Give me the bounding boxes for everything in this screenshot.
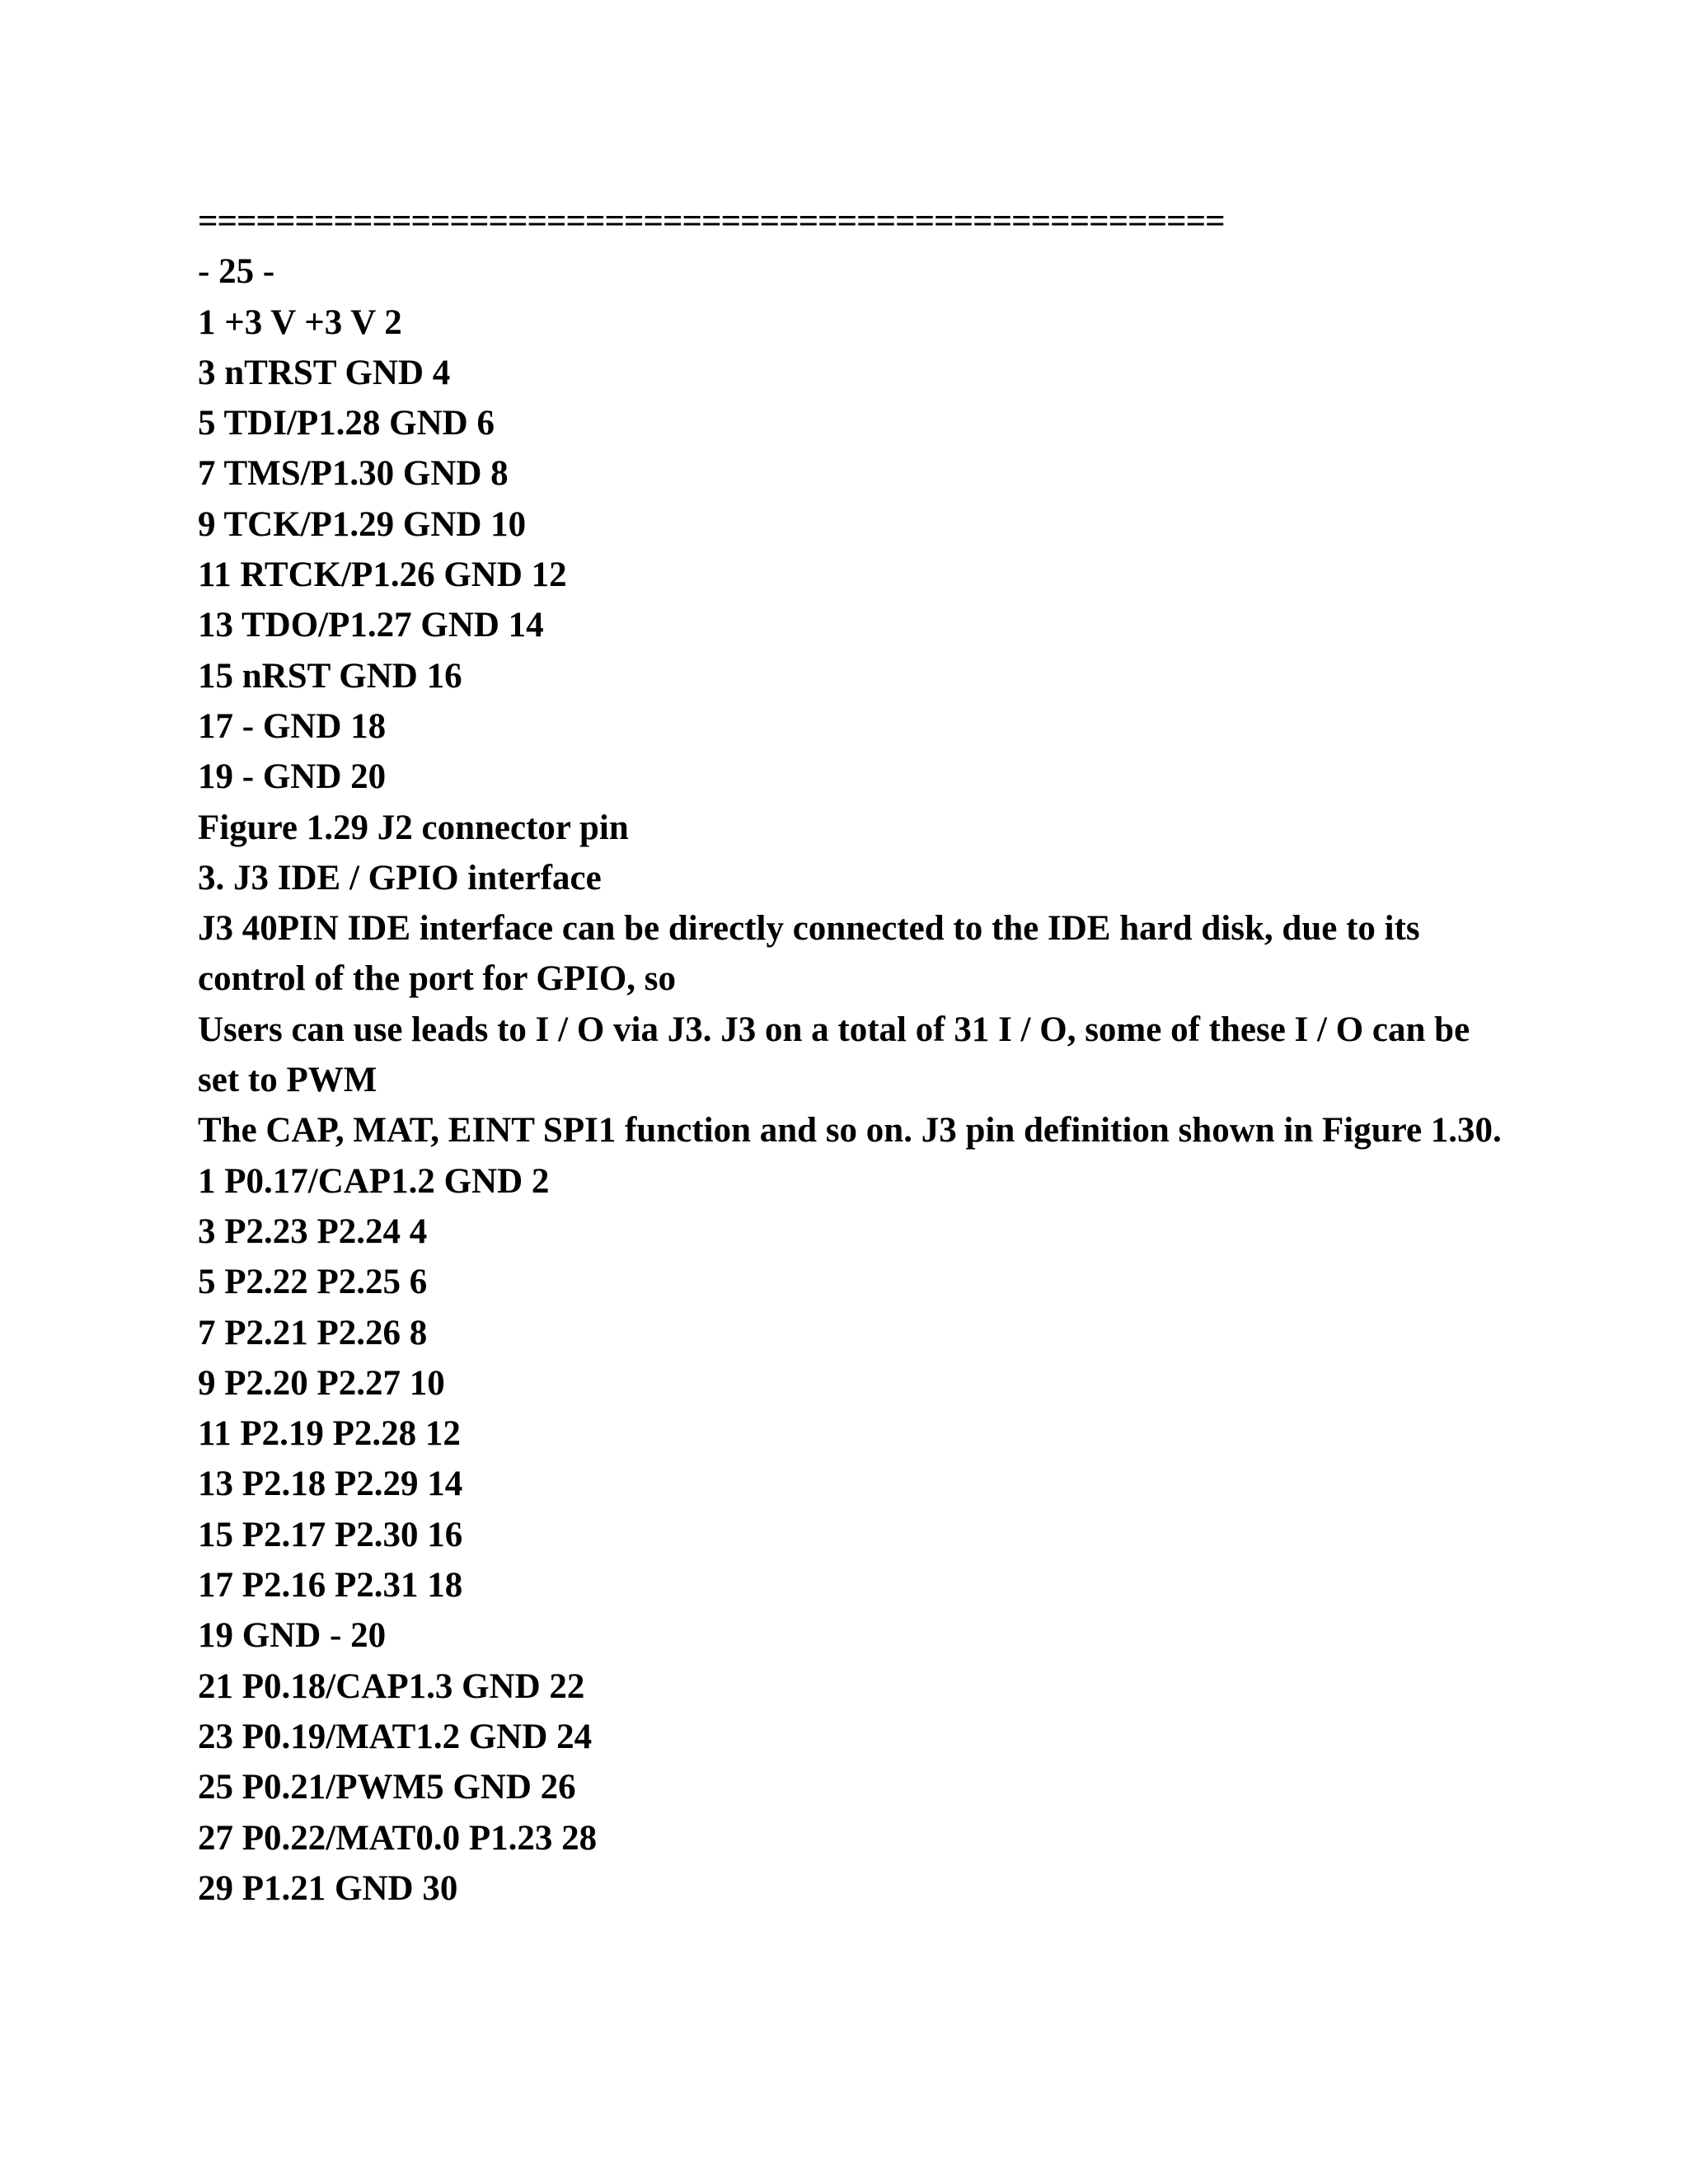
j3-pin-row: 3 P2.23 P2.24 4 [198, 1212, 428, 1251]
j3-pin-row: 19 GND - 20 [198, 1616, 387, 1656]
j3-pin-row: 21 P0.18/CAP1.3 GND 22 [198, 1666, 585, 1706]
j2-pin-row: 13 TDO/P1.27 GND 14 [198, 606, 544, 645]
paragraph: J3 40PIN IDE interface can be directly connected to the IDE hard disk, due to its control of the port for GPIO, so [198, 909, 1420, 999]
j2-pin-row: 9 TCK/P1.29 GND 10 [198, 504, 527, 544]
j3-pin-row: 7 P2.21 P2.26 8 [198, 1313, 428, 1352]
j2-pin-row: 11 RTCK/P1.26 GND 12 [198, 555, 567, 595]
j3-pin-row: 27 P0.22/MAT0.0 P1.23 28 [198, 1818, 598, 1858]
j2-pin-list [198, 298, 1550, 803]
j2-pin-row: 1 +3 V +3 V 2 [198, 302, 402, 342]
j3-pin-row: 29 P1.21 GND 30 [198, 1868, 458, 1908]
j3-pin-row: 5 P2.22 P2.25 6 [198, 1263, 428, 1302]
j3-pin-list [198, 1156, 1550, 1914]
document-page [198, 196, 1550, 1914]
separator-rule: ===================================================== [198, 202, 1225, 241]
j3-pin-row: 17 P2.16 P2.31 18 [198, 1566, 463, 1605]
j2-pin-row: 17 - GND 18 [198, 706, 387, 746]
j2-pin-row: 19 - GND 20 [198, 757, 387, 797]
body-text [198, 903, 1550, 1155]
j3-pin-row: 25 P0.21/PWM5 GND 26 [198, 1768, 576, 1807]
j3-pin-row: 1 P0.17/CAP1.2 GND 2 [198, 1161, 550, 1201]
page-number: - 25 - [198, 252, 275, 292]
paragraph: Users can use leads to I / O via J3. J3 on a total of 31 I / O, some of these I / O can be set to PWM [198, 1010, 1470, 1100]
j3-pin-row: 11 P2.19 P2.28 12 [198, 1414, 461, 1454]
figure-caption: Figure 1.29 J2 connector pin [198, 808, 629, 847]
j2-pin-row: 3 nTRST GND 4 [198, 353, 451, 392]
j3-pin-row: 15 P2.17 P2.30 16 [198, 1515, 463, 1554]
j2-pin-row: 5 TDI/P1.28 GND 6 [198, 404, 495, 443]
j3-pin-row: 23 P0.19/MAT1.2 GND 24 [198, 1717, 593, 1756]
j3-pin-row: 13 P2.18 P2.29 14 [198, 1465, 463, 1504]
j3-pin-row: 9 P2.20 P2.27 10 [198, 1363, 445, 1403]
j2-pin-row: 7 TMS/P1.30 GND 8 [198, 454, 509, 494]
section-heading: 3. J3 IDE / GPIO interface [198, 858, 602, 898]
paragraph: The CAP, MAT, EINT SPI1 function and so on. J3 pin definition shown in Figure 1.30. [198, 1111, 1502, 1151]
j2-pin-row: 15 nRST GND 16 [198, 656, 462, 696]
